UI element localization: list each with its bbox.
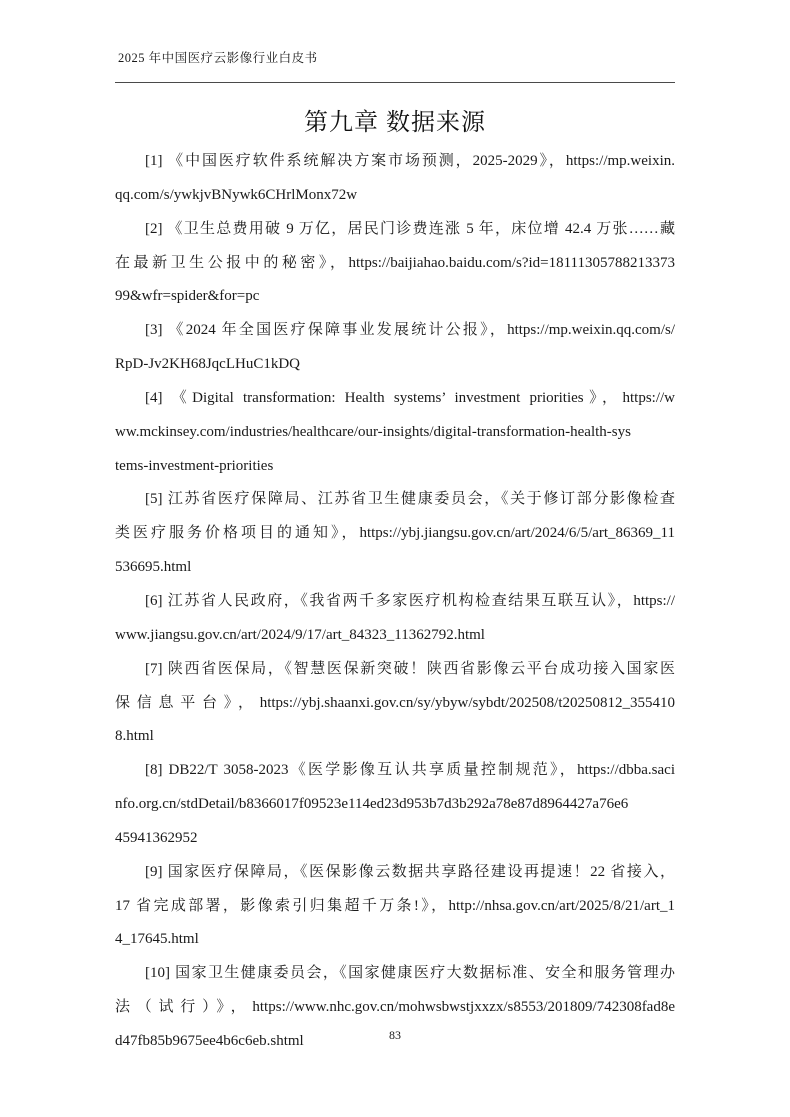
reference-line: qq.com/s/ywkjvBNywk6CHrlMonx72w	[115, 186, 358, 203]
reference-line: tems-investment-priorities	[115, 457, 274, 474]
reference-line: [9] 国家医疗保障局，《医保影像云数据共享路径建设再提速！22 省接入，	[145, 863, 675, 880]
references-list	[115, 145, 675, 1059]
page-number: 83	[389, 1028, 401, 1042]
reference-line: [1] 《中国医疗软件系统解决方案市场预测，2025-2029》，https://mp.weixin.	[145, 153, 675, 169]
reference-line: [6] 江苏省人民政府，《我省两千多家医疗机构检查结果互联互认》，https://	[145, 592, 675, 609]
reference-line: RpD-Jv2KH68JqcLHuC1kDQ	[115, 356, 300, 373]
reference-line: nfo.org.cn/stdDetail/b8366017f09523e114ed23d953b7d3b292a78e87d8964427a76e6	[115, 796, 629, 813]
chapter-title: 第九章 数据来源	[304, 110, 486, 136]
reference-line: 99&wfr=spider&for=pc	[115, 288, 260, 305]
reference-line: [5] 江苏省医疗保障局、江苏省卫生健康委员会，《关于修订部分影像检查	[145, 491, 675, 508]
reference-line: [10] 国家卫生健康委员会，《国家健康医疗大数据标准、安全和服务管理办	[145, 965, 675, 982]
reference-line: [2] 《卫生总费用破 9 万亿，居民门诊费连涨 5 年，床位增 42.4 万张……藏	[145, 220, 675, 237]
header-divider	[115, 82, 675, 83]
reference-line: 45941362952	[115, 829, 198, 846]
reference-line: 类医疗服务价格项目的通知》，https://ybj.jiangsu.gov.cn/art/2024/6/5/art_86369_11	[115, 525, 675, 542]
reference-line: [7] 陕西省医保局，《智慧医保新突破！陕西省影像云平台成功接入国家医	[145, 660, 675, 677]
reference-line: [3] 《2024 年全国医疗保障事业发展统计公报》，https://mp.weixin.qq.com/s/	[145, 322, 675, 339]
reference-line: 4_17645.html	[115, 931, 199, 948]
reference-line: www.jiangsu.gov.cn/art/2024/9/17/art_84323_11362792.html	[115, 626, 485, 643]
reference-line: [4] 《Digital transformation: Health systems’ investment priorities》，https://w	[145, 389, 675, 406]
reference-line: d47fb85b9675ee4b6c6eb.shtml	[115, 1032, 304, 1049]
reference-line: [8] DB22/T 3058-2023《医学影像互认共享质量控制规范》，https://dbba.saci	[145, 762, 675, 779]
reference-line: 536695.html	[115, 559, 192, 576]
reference-line: 法（试行）》，https://www.nhc.gov.cn/mohwsbwstjxxzx/s8553/201809/742308fad8e	[115, 999, 675, 1016]
reference-line: 17 省完成部署，影像索引归集超千万条!》，http://nhsa.gov.cn/art/2025/8/21/art_1	[115, 897, 675, 914]
running-header: 2025 年中国医疗云影像行业白皮书	[118, 51, 318, 65]
reference-line: 8.html	[115, 728, 154, 745]
reference-line: 保信息平台》，https://ybj.shaanxi.gov.cn/sy/ybyw/sybdt/202508/t20250812_355410	[115, 694, 675, 711]
reference-line: ww.mckinsey.com/industries/healthcare/our-insights/digital-transformation-health-sys	[115, 423, 631, 440]
reference-line: 在最新卫生公报中的秘密》，https://baijiahao.baidu.com/s?id=18111305788213373	[115, 254, 675, 271]
